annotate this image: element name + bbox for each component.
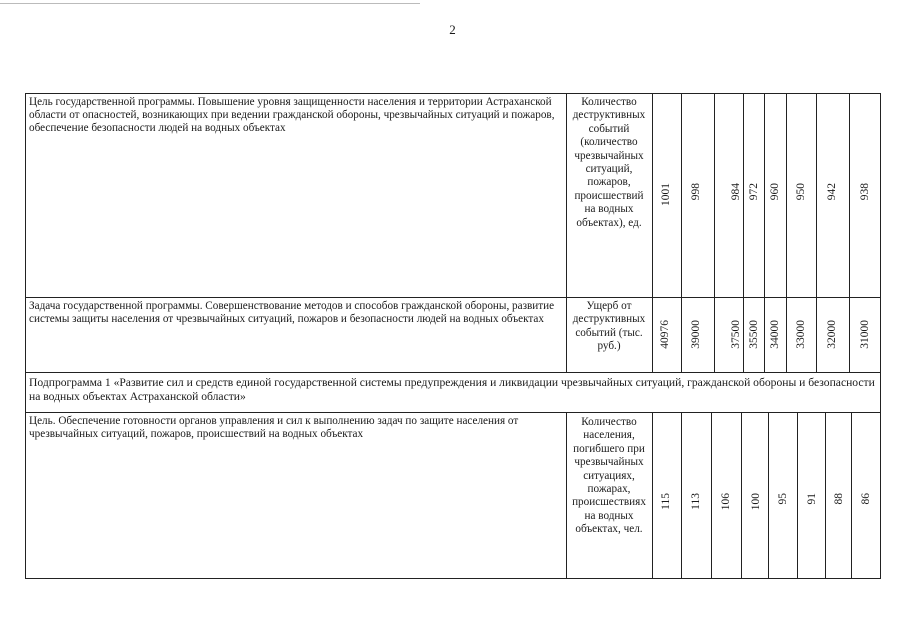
scan-artifact [0, 3, 420, 4]
indicator-label: Количество населения, погибшего при чрезвычайных ситуациях, пожарах, происшествиях на водных объектах, чел. [572, 416, 646, 536]
goal-text: Цель государственной программы. Повышение уровня защищенности населения и территории Астраханской области от опасностей, возникающих при ведении гражданской обороны, чрезвычайных ситуаций и пожаров, обеспечение безопасности людей на водных объектах [29, 96, 555, 135]
row-divider [25, 297, 881, 298]
value-cell: 113 [690, 493, 702, 510]
page-number: 2 [449, 22, 456, 37]
value-cell: 33000 [795, 320, 807, 349]
table-border-right [880, 93, 881, 579]
col-divider [566, 93, 567, 373]
value-cell: 91 [806, 493, 818, 505]
subprogram-title: Подпрограмма 1 «Развитие сил и средств единой государственной системы предупреждения и ликвидации чрезвычайных ситуаций, гражданской обороны и безопасности на водных объектах Астраханской области» [29, 376, 875, 403]
value-cell: 32000 [826, 320, 838, 349]
value-cell: 984 [730, 183, 742, 201]
col-divider [743, 93, 744, 373]
col-divider [825, 412, 826, 579]
value-cell: 37500 [730, 320, 742, 349]
value-cell: 39000 [690, 320, 702, 349]
row-divider [25, 412, 881, 413]
value-cell: 88 [833, 493, 845, 505]
value-cell: 1001 [660, 183, 672, 206]
value-cell: 86 [860, 493, 872, 505]
col-divider [816, 93, 817, 373]
value-cell: 938 [859, 183, 871, 201]
col-divider [681, 93, 682, 373]
col-divider [652, 93, 653, 373]
col-divider [652, 412, 653, 579]
value-cell: 40976 [659, 320, 671, 349]
value-cell: 950 [795, 183, 807, 201]
value-cell: 106 [720, 493, 732, 511]
indicator-label: Количество деструктивных событий (количество чрезвычайных ситуаций, пожаров, происшествий на водных объектах), ед. [572, 96, 646, 229]
col-divider [741, 412, 742, 579]
value-cell: 972 [748, 183, 760, 201]
col-divider [566, 412, 567, 579]
col-divider [681, 412, 682, 579]
col-divider [768, 412, 769, 579]
value-cell: 960 [769, 183, 781, 201]
value-cell: 34000 [769, 320, 781, 349]
indicator-label: Ущерб от деструктивных событий (тыс. руб.) [572, 300, 646, 353]
table-border-bottom [25, 578, 881, 579]
col-divider [711, 412, 712, 579]
col-divider [786, 93, 787, 373]
value-cell: 95 [777, 493, 789, 505]
value-cell: 35500 [748, 320, 760, 349]
col-divider [714, 93, 715, 373]
value-cell: 100 [750, 493, 762, 511]
row-divider [25, 372, 881, 373]
value-cell: 31000 [859, 320, 871, 349]
value-cell: 115 [660, 493, 672, 510]
col-divider [851, 412, 852, 579]
col-divider [849, 93, 850, 373]
value-cell: 998 [690, 183, 702, 201]
goal-text: Цель. Обеспечение готовности органов управления и сил к выполнению задач по защите населения от чрезвычайных ситуаций, пожаров, происшествий на водных объектах [29, 415, 519, 441]
table-border-left [25, 93, 26, 579]
value-cell: 942 [826, 183, 838, 201]
table-border-top [25, 93, 881, 94]
task-text: Задача государственной программы. Совершенствование методов и способов гражданской обороны, развитие системы защиты населения от чрезвычайных ситуаций, пожаров и безопасности людей на водных объектах [29, 300, 555, 326]
col-divider [764, 93, 765, 373]
col-divider [797, 412, 798, 579]
